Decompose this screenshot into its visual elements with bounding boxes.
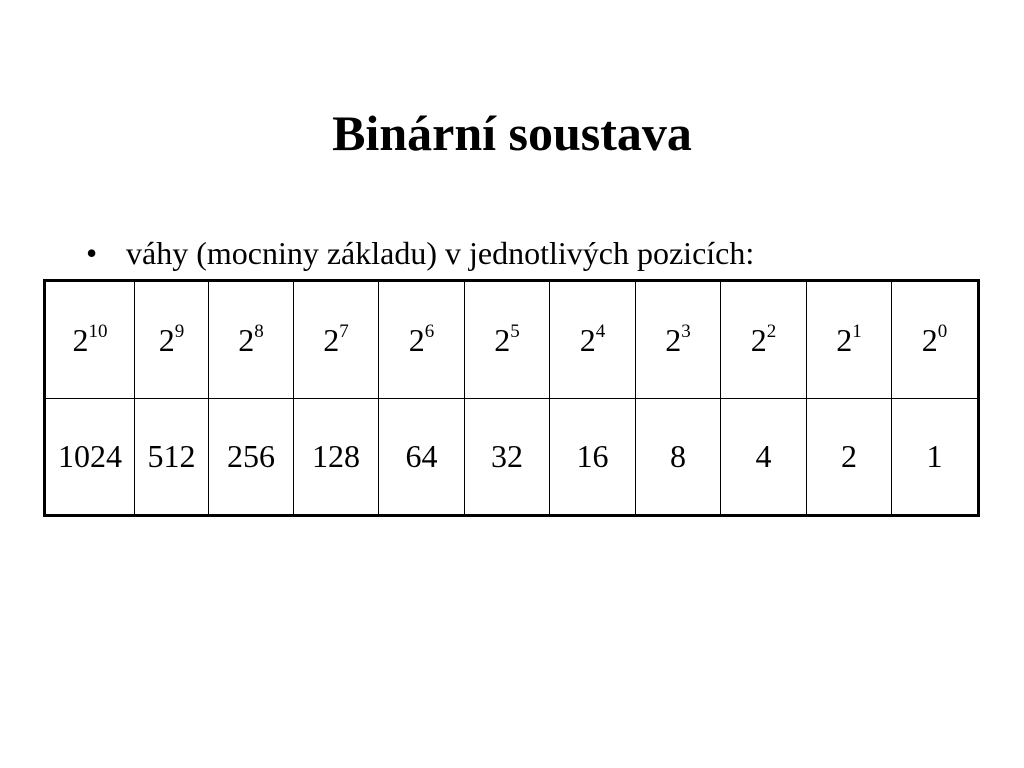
value-cell: 512 xyxy=(135,398,209,516)
powers-row xyxy=(45,281,979,399)
power-cell: $2^6$ xyxy=(379,281,465,399)
powers-of-two-table xyxy=(43,279,980,517)
power-cell: $2^{10}$ xyxy=(45,281,135,399)
value-cell: 1024 xyxy=(45,398,135,516)
value-cell: 128 xyxy=(294,398,379,516)
value-cell: 1 xyxy=(892,398,979,516)
power-cell: $2^9$ xyxy=(135,281,209,399)
slide-title: Binární soustava xyxy=(332,105,692,161)
value-cell: 64 xyxy=(379,398,465,516)
value-cell: 32 xyxy=(465,398,550,516)
value-cell: 2 xyxy=(807,398,892,516)
value-cell: 16 xyxy=(550,398,636,516)
power-cell: $2^2$ xyxy=(721,281,807,399)
value-cell: 8 xyxy=(636,398,721,516)
bullet-marker: • xyxy=(86,235,98,271)
power-cell: $2^8$ xyxy=(209,281,294,399)
power-cell: $2^3$ xyxy=(636,281,721,399)
bullet-text: váhy (mocniny základu) v jednotlivých pozicích: xyxy=(126,235,755,271)
power-cell: $2^7$ xyxy=(294,281,379,399)
value-cell: 256 xyxy=(209,398,294,516)
power-cell: $2^1$ xyxy=(807,281,892,399)
power-cell: $2^4$ xyxy=(550,281,636,399)
value-cell: 4 xyxy=(721,398,807,516)
power-cell: $2^0$ xyxy=(892,281,979,399)
power-cell: $2^5$ xyxy=(465,281,550,399)
values-row xyxy=(45,398,979,516)
